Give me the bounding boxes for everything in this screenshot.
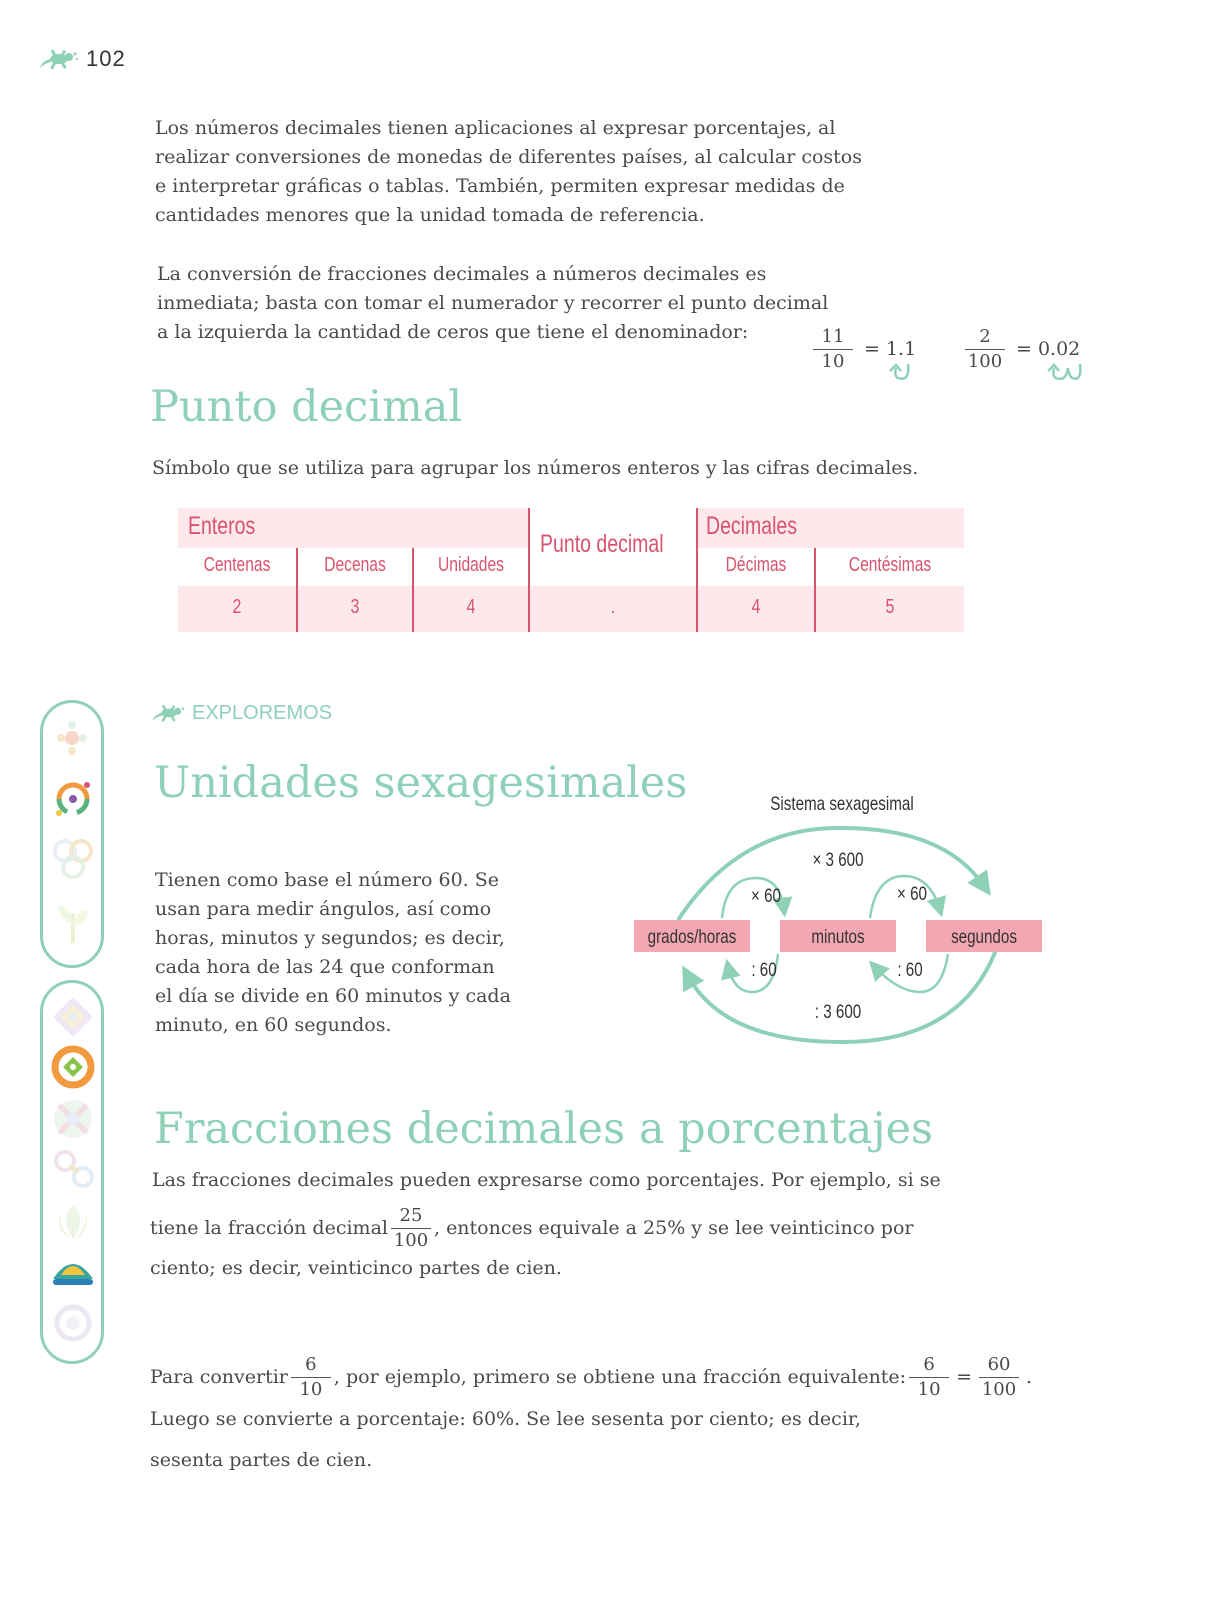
conversion-line: La conversión de fracciones decimales a números decimales es <box>157 263 767 285</box>
label-grados-horas: grados/horas <box>647 925 737 948</box>
conversion-line: a la izquierda la cantidad de ceros que tiene el denominador: <box>157 321 749 343</box>
plant-icon <box>51 899 95 947</box>
fraction: $\frac{60}{100}$ <box>979 1354 1019 1401</box>
sidebar-top <box>40 700 104 968</box>
section-title-punto-decimal: Punto decimal <box>150 382 463 432</box>
section-title-porcentajes: Fracciones decimales a porcentajes <box>154 1104 934 1154</box>
column-header-centesimas: Centésimas <box>848 554 932 576</box>
intro-line: Los números decimales tienen aplicaciones al expresar porcentajes, al <box>155 117 836 139</box>
conversion-paragraph <box>157 260 917 347</box>
porcentajes-line: Luego se convierte a porcentaje: 60%. Se lee sesenta por ciento; es decir, <box>150 1408 861 1430</box>
target-icon <box>49 1043 97 1091</box>
value-unidades: 4 <box>466 596 476 618</box>
label-multiply-1: × 60 <box>751 884 781 907</box>
porcentajes-line: sesenta partes de cien. <box>150 1449 373 1471</box>
value-centesimas: 5 <box>885 596 895 618</box>
sexagesimal-paragraph <box>155 866 575 1040</box>
label-minutos: minutos <box>811 925 865 948</box>
intro-line: cantidades menores que la unidad tomada de referencia. <box>155 204 705 226</box>
fraction: $\frac{2}{100}$ <box>965 326 1005 373</box>
column-divider <box>296 548 298 632</box>
punto-decimal-definition: Símbolo que se utiliza para agrupar los números enteros y las cifras decimales. <box>152 457 919 479</box>
punto-decimal-header: Punto decimal <box>540 530 664 558</box>
sexagesimal-line: minuto, en 60 segundos. <box>155 1014 392 1036</box>
swirl-icon <box>49 775 97 823</box>
sexagesimal-diagram <box>630 786 1060 1066</box>
example-result: = 0.02 <box>1016 337 1081 360</box>
column-divider <box>696 508 698 632</box>
lizard-icon <box>38 44 80 74</box>
label-segundos: segundos <box>951 925 1017 948</box>
porcentajes-paragraph-1 <box>152 1166 1072 1283</box>
column-divider <box>814 548 816 632</box>
label-multiply-big: × 3 600 <box>812 848 864 871</box>
diamond-icon <box>51 995 95 1039</box>
page-number: 102 <box>86 46 126 71</box>
sexagesimal-line: horas, minutos y segundos; es decir, <box>155 927 505 949</box>
decimal-shift-arrow-icon <box>1044 362 1088 386</box>
section-title-sexagesimales: Unidades sexagesimales <box>154 758 688 808</box>
value-decimas: 4 <box>751 596 761 618</box>
conversion-line: inmediata; basta con tomar el numerador y recorrer el punto decimal <box>157 292 829 314</box>
example-result: = 1.1 <box>864 337 917 360</box>
diagram-title: Sistema sexagesimal <box>770 792 914 815</box>
lotus-icon <box>51 1199 95 1243</box>
fraction: $\frac{6}{10}$ <box>909 1354 949 1401</box>
porcentajes-line-with-fraction: tiene la fracción decimal $\frac{25}{100}$ , entonces equivale a 25% y se lee veinticinco por <box>150 1205 914 1251</box>
column-divider <box>412 548 414 632</box>
flower-icon <box>53 717 91 759</box>
porcentajes-line: ciento; es decir, veinticinco partes de cien. <box>150 1257 562 1279</box>
fraction: $\frac{6}{10}$ <box>291 1354 331 1401</box>
knot-icon <box>51 835 95 883</box>
exploremos-label <box>150 700 332 726</box>
label-divide-big: : 3 600 <box>814 1000 862 1023</box>
intro-paragraph <box>155 114 955 230</box>
column-header-centenas: Centenas <box>203 554 271 576</box>
decimal-place-table <box>178 508 964 632</box>
page-header <box>38 44 126 74</box>
sexagesimal-line: el día se divide en 60 minutos y cada <box>155 985 511 1007</box>
fraction: $\frac{11}{10}$ <box>813 326 853 373</box>
exploremos-text: EXPLOREMOS <box>192 701 333 724</box>
porcentajes-paragraph-2 <box>150 1354 1100 1475</box>
label-divide-1: : 60 <box>751 958 777 981</box>
lizard-icon <box>150 700 188 726</box>
link-icon <box>51 1147 97 1191</box>
value-centenas: 2 <box>232 596 242 618</box>
label-divide-2: : 60 <box>897 958 923 981</box>
porcentajes-line-with-fraction: Para convertir $\frac{6}{10}$ , por ejemplo, primero se obtiene una fracción equivalente: $\frac{6}{10}$ = $\frac{60}{100}$ . <box>150 1354 1033 1400</box>
label-multiply-2: × 60 <box>897 882 927 905</box>
turtle-icon <box>49 1253 97 1293</box>
intro-line: e interpretar gráficas o tablas. También, permiten expresar medidas de <box>155 175 845 197</box>
sexagesimal-line: cada hora de las 24 que conforman <box>155 956 495 978</box>
enteros-header: Enteros <box>188 512 256 540</box>
column-header-unidades: Unidades <box>438 554 504 576</box>
sidebar-bottom <box>40 980 104 1364</box>
column-header-decimas: Décimas <box>725 554 787 576</box>
column-divider <box>528 508 530 632</box>
decimales-header: Decimales <box>706 512 798 540</box>
value-punto: . <box>610 596 616 618</box>
sexagesimal-line: Tienen como base el número 60. Se <box>155 869 500 891</box>
intro-line: realizar conversiones de monedas de diferentes países, al calcular costos <box>155 146 862 168</box>
compass-icon <box>51 1097 95 1141</box>
column-header-decenas: Decenas <box>324 554 386 576</box>
fraction: $\frac{25}{100}$ <box>391 1205 431 1252</box>
decimal-shift-arrow-icon <box>886 362 922 386</box>
porcentajes-line: Las fracciones decimales pueden expresarse como porcentajes. Por ejemplo, si se <box>152 1169 941 1191</box>
value-decenas: 3 <box>350 596 360 618</box>
circle-icon <box>51 1301 95 1345</box>
arc-divide-big <box>688 950 996 1042</box>
sexagesimal-line: usan para medir ángulos, así como <box>155 898 492 920</box>
